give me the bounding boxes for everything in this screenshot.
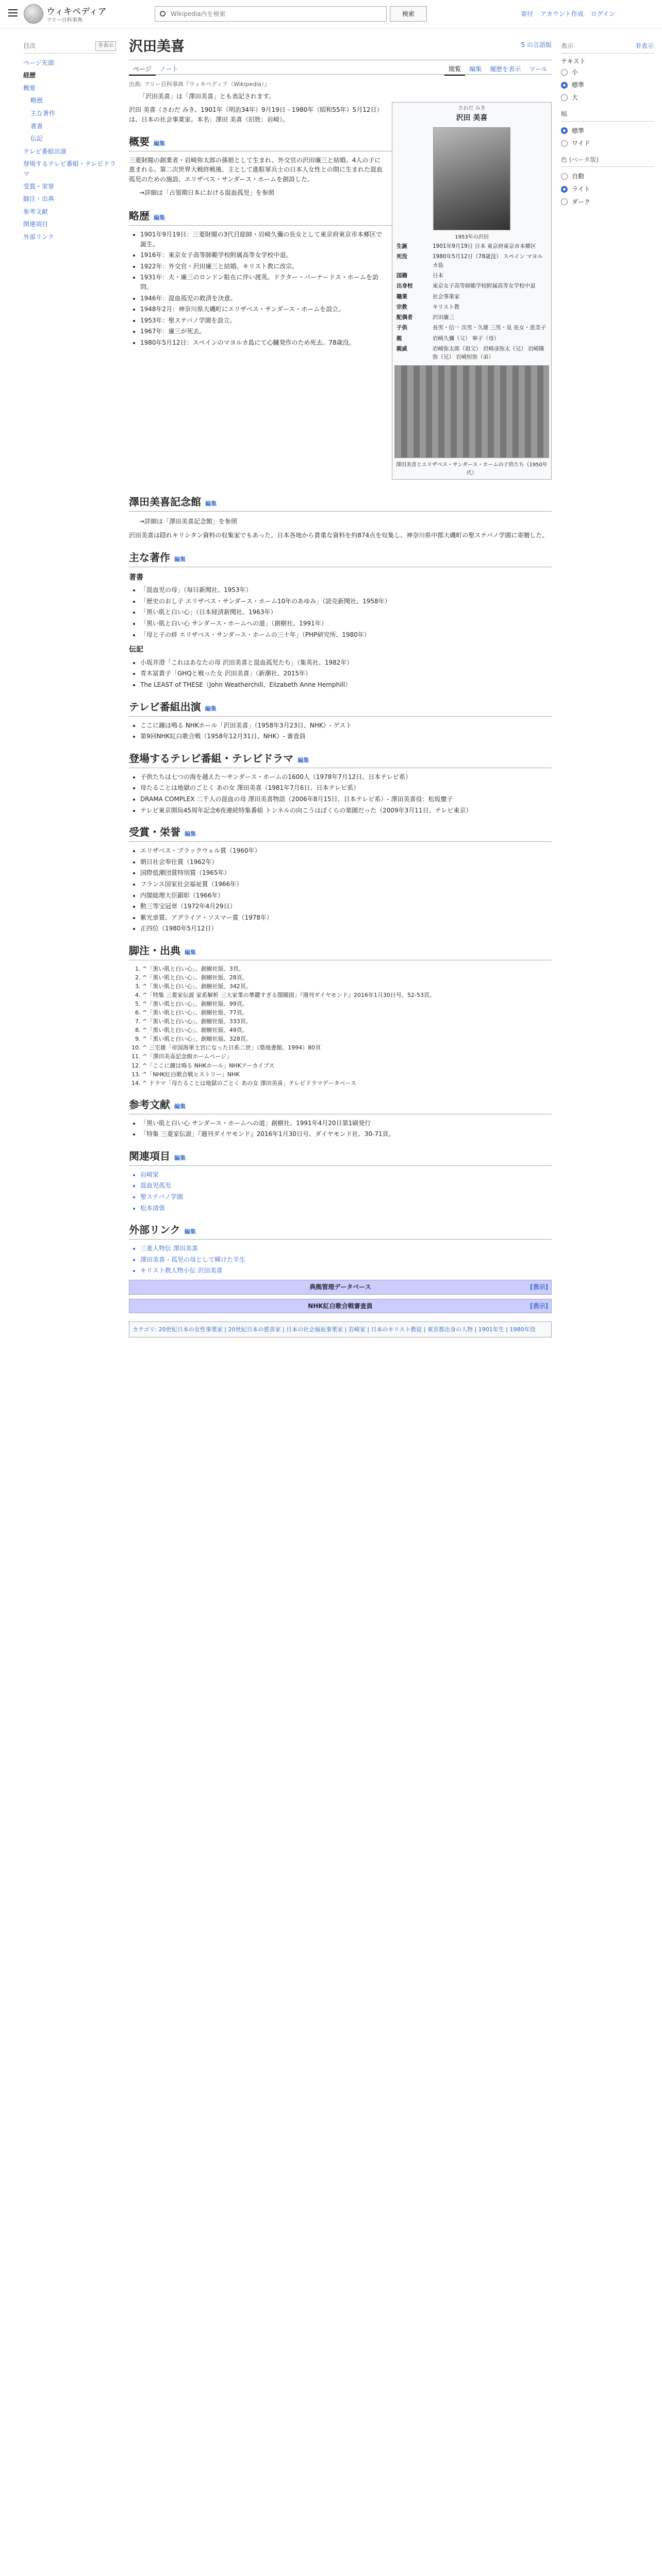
wikipedia-logo[interactable] [24, 4, 43, 24]
paragraph: 沢田美喜は隠れキリシタン資料の収集家でもあった。日本各地から貴重な資料を約874点を収集し、神奈川県中郡大磯町の聖ステパノ学園に寄贈した。 [129, 531, 549, 539]
list-item[interactable]: • 松本清張 [140, 1204, 552, 1213]
list-item: • テレビ東京開局45周年記念6夜連続特集番組 トンネルの向こうはぼくらの楽園だった（2009年3月11日、テレビ東京） [140, 806, 552, 816]
list-item: 6. ^「黒い肌と白い心」、創樹社版、77頁。 [142, 1008, 552, 1017]
list-item: • 1967年：廉三が死去。 [140, 327, 552, 336]
hatnote: 「沢田美喜」は「澤田美喜」とも表記されます。 [139, 92, 275, 100]
edit-link[interactable]: 編集 [185, 831, 196, 838]
toc-item[interactable]: 伝記 [30, 135, 43, 143]
table-row: 職業 社会事業家 [396, 293, 460, 300]
radio-width-wide[interactable]: ワイド [561, 137, 654, 150]
list-item: 5. ^「黒い肌と白い心」、創樹社版、99頁。 [142, 999, 552, 1008]
list-item: 11. ^「澤田美喜記念館ホームページ」 [142, 1052, 552, 1061]
subheading: 著書 [129, 573, 143, 582]
radio-color-dark[interactable]: ダーク [561, 196, 654, 209]
list-item: 8. ^「黒い肌と白い心」、創樹社版、49頁。 [142, 1026, 552, 1035]
paragraph: 三菱財閥の創業者・岩崎弥太郎の孫娘として生まれ、外交官の沢田廉三と結婚。4人の子に恵まれる。第二次世界大戦終戦後、主として進駐軍兵士の日本人女性との間に生まれた混血孤児のための施設、エリザベス・サンダース・ホームを創設した。 [129, 156, 383, 183]
edit-link[interactable]: 編集 [174, 1154, 186, 1161]
radio-large[interactable]: 大 [561, 91, 654, 104]
toc-item[interactable]: 主な著作 [30, 109, 56, 117]
appearance-hide-button[interactable]: 非表示 [635, 42, 654, 49]
section-heading: 登場するテレビ番組・テレビドラマ 編集 [129, 751, 552, 768]
color-label: 色 (ベータ版) [561, 156, 599, 163]
radio-standard[interactable]: 標準 [561, 79, 654, 92]
list-item: • DRAMA COMPLEX 二千人の混血の母 澤田美喜物語（2006年8月15日、日本テレビ系）- 澤田美喜役：松坂慶子 [140, 794, 552, 804]
section-heading: 主な著作 編集 [129, 550, 552, 567]
list-item: 12. ^「ここに鐘は鳴る NHKホール」NHKアーカイブス [142, 1061, 552, 1070]
toc-item[interactable]: 経歴 [23, 72, 36, 79]
list-item: • 1953年：聖ステパノ学園を設立。 [140, 316, 552, 326]
table-row: 子供 長男・信一 次男・久雄 三男・晃 長女・恵美子 [396, 325, 547, 331]
table-row: 死没 1980年5月12日（78歳没） スペイン マヨルカ島 [396, 253, 543, 268]
list-item: • The LEAST of THESE（John Weatherchill、Elizabeth Anne Hemphill） [140, 680, 552, 690]
list-item[interactable]: • 混血児孤児 [140, 1181, 552, 1191]
table-row: 生誕 1901年9月19日 日本 東京府東京市本郷区 [396, 243, 536, 250]
navbox-toggle[interactable]: [表示] [530, 1283, 548, 1291]
section-heading: 略歴 編集 [129, 208, 552, 226]
infobox-ruby: さわだ みき [458, 106, 486, 112]
photo-caption: 1953年の沢田 [455, 234, 489, 240]
toc-item[interactable]: 略歴 [30, 97, 43, 105]
source-note: 出典: フリー百科事典『ウィキペディア（Wikipedia）』 [129, 80, 270, 88]
tab-tools[interactable]: ツール [529, 65, 548, 73]
edit-link[interactable]: 編集 [185, 948, 196, 956]
section-heading: 受賞・栄誉 編集 [129, 824, 552, 842]
list-item: • 1980年5月12日：スペインのマヨルカ島にて心臓発作のため死去。78歳没。 [140, 338, 552, 348]
infobox-table [394, 241, 549, 362]
infobox-name: 沢田 美喜 [456, 113, 488, 122]
list-item: • 正四位（1980年5月12日） [140, 924, 552, 934]
list-item: • 1901年9月19日：三菱財閥の3代目総帥・岩崎久彌の長女として東京府東京市本郷区で誕生。 [140, 230, 552, 249]
list-item: 10. ^ 三宅雄「帝国海軍土官になった日系二世」（築地書館、1994）80頁 [142, 1043, 552, 1052]
list-item: • フランス国家社会福祉賞（1966年） [140, 879, 552, 889]
edit-link[interactable]: 編集 [174, 555, 186, 563]
table-row: 親 岩崎久彌（父） 寧子（母） [396, 335, 500, 342]
edit-link[interactable]: 編集 [174, 1103, 186, 1110]
table-row: 親戚 岩崎弥太郎（祖父） 岩崎彦弥太（兄） 岩崎隆弥（兄） 岩崎恒弥（弟） [396, 345, 544, 361]
photo-caption: 澤田美喜とエリザベス・サンダース・ホームの子供たち（1950年代） [396, 462, 548, 476]
section-heading: 関連項目 編集 [129, 1148, 552, 1166]
list-item: 14. ^ ドラマ「母たることは地獄のごとく あの女 澤田美喜」テレビドラマデータベース [142, 1079, 552, 1088]
list-item[interactable]: • 岩崎家 [140, 1170, 552, 1180]
page-tabs [129, 60, 552, 75]
toc-item[interactable]: 外部リンク [23, 233, 54, 241]
menu-icon[interactable] [8, 9, 18, 16]
tab-page[interactable]: ページ [129, 65, 156, 76]
tab-edit[interactable]: 編集 [469, 65, 482, 73]
list-item[interactable]: • 聖ステパノ学園 [140, 1192, 552, 1202]
list-item: 13. ^「NHK紅白歌合戦ヒストリー」NHK [142, 1070, 552, 1079]
search-icon [160, 11, 166, 16]
search-input[interactable]: Wikipedia内を検索 [155, 6, 387, 22]
table-row: 配偶者 沢田廉三 [396, 314, 454, 321]
list-item: • 1946年：混血孤児の救済を決意。 [140, 294, 552, 303]
list-item[interactable]: • 三菱人物伝 澤田美喜 [140, 1244, 552, 1253]
toc-item[interactable]: 参考文献 [23, 208, 48, 215]
list-item: • 子供たちは七つの海を越えた〜サンダース・ホームの1600人（1978年7月12日、日本テレビ系） [140, 772, 552, 782]
tab-talk[interactable]: ノート [159, 65, 178, 73]
list-item: • ここに鐘は鳴る NHKホール「沢田美喜」（1958年3月23日、NHK）- ゲスト [140, 721, 552, 731]
text-size-label: テキスト [561, 57, 586, 65]
list-item: 3. ^「黒い肌と白い心」、創樹社版、342頁。 [142, 982, 552, 991]
search-button[interactable]: 検索 [390, 6, 427, 22]
toc-item[interactable]: ページ先頭 [23, 59, 54, 66]
edit-link[interactable]: 編集 [297, 756, 309, 764]
subheading: 伝記 [129, 646, 143, 654]
lead-paragraph: 沢田 美喜（さわだ みき、1901年（明治34年）9月19日 - 1980年（昭和55年）5月12日）は、日本の社会事業家。本名：澤田 美喜（旧姓：岩崎）。 [129, 106, 383, 124]
width-label: 幅 [561, 110, 568, 117]
donate-link[interactable]: 寄付 [521, 10, 534, 18]
hatnote: →詳細は「澤田美喜記念館」を参照 [139, 518, 238, 526]
create-account-link[interactable]: アカウント作成 [540, 10, 584, 18]
appearance-sidebar [561, 41, 654, 208]
list-item: • 1916年：東京女子高等師範学校附属高等女学校中退。 [140, 250, 552, 260]
table-row: 宗教 キリスト教 [396, 303, 460, 310]
list-item: 1. ^「黒い肌と白い心」、創樹社版、3頁。 [142, 964, 552, 973]
toc-item[interactable]: 脚注・出典 [23, 195, 55, 203]
section-heading: 脚注・出典 編集 [129, 943, 552, 960]
list-item: • 「黒い肌と白い心 サンダース・ホームへの道」（創樹社、1991年） [140, 619, 552, 629]
toc-item[interactable]: テレビ番組出演 [23, 147, 67, 155]
list-item: • 「特集 三菱家伝説」『週刊ダイヤモンド』2016年1月30日号、ダイヤモンド社、30-71頁。 [140, 1129, 552, 1139]
language-button[interactable]: 5 の言語版 [521, 41, 552, 48]
toc-item[interactable]: 概要 [23, 84, 36, 92]
toc-sidebar [23, 41, 116, 244]
toc-hide-button[interactable]: 非表示 [95, 41, 116, 51]
infobox [392, 102, 552, 480]
toc-heading: 目次 [23, 42, 36, 49]
toc-item[interactable]: 関連項目 [23, 221, 48, 228]
logo-title[interactable]: ウィキペディア [46, 7, 107, 17]
table-row: 国籍 日本 [396, 272, 443, 279]
list-item[interactable]: • 澤田美喜 - 孤児の母として輝けた半生 [140, 1255, 552, 1265]
list-item: 2. ^「黒い肌と白い心」、創樹社版、28頁。 [142, 973, 552, 982]
radio-width-standard[interactable]: 標準 [561, 125, 654, 138]
personal-tools [521, 9, 620, 19]
list-item: • 朝日社会奉仕賞（1962年） [140, 857, 552, 867]
list-item: • 勲三等宝冠章（1972年4月29日） [140, 902, 552, 911]
list-item[interactable]: • キリスト教人物小伝 沢田美喜 [140, 1266, 552, 1276]
section-heading: 澤田美喜記念館 編集 [129, 494, 552, 512]
list-item: • 「母と子の絆 エリザベス・サンダース・ホームの三十年」（PHP研究所、1980年） [140, 630, 552, 640]
tab-history[interactable]: 履歴を表示 [490, 65, 521, 73]
list-item: • エリザベス・ブラックウェル賞（1960年） [140, 846, 552, 856]
radio-small[interactable]: 小 [561, 66, 654, 79]
list-item: • 1931年：夫・廉三のロンドン駐在に伴い渡英。ドクター・バーナードス・ホームを訪問。 [140, 273, 552, 292]
list-item: • 1948年2月：神奈川県大磯町にエリザベス・サンダース・ホームを設立。 [140, 304, 552, 314]
toc-item[interactable]: 著書 [30, 122, 43, 130]
toc-item[interactable]: 登場するテレビ番組・テレビドラマ [23, 160, 116, 177]
page-title: 沢田美喜 [129, 36, 552, 60]
section-heading: 外部リンク 編集 [129, 1222, 552, 1240]
edit-link[interactable]: 編集 [205, 500, 217, 507]
edit-link[interactable]: 編集 [184, 1228, 196, 1235]
navbox-toggle[interactable]: [表示] [530, 1302, 548, 1310]
list-item: 4. ^「特集 三菱家伝説 家系解析 三大家業の華麗すぎる閨閥図」『週刊ダイヤモンド』2016年1月30日号、52-53頁。 [142, 991, 552, 999]
portrait-photo[interactable] [433, 127, 510, 230]
category-links[interactable]: カテゴリ: 20世紀日本の女性事業家 | 20世紀日本の慈善家 | 日本の社会福祉事業家 | 岩崎家 | 日本のキリスト教徒 | 東京都出身の人物 | 1901年生 | 1980年没 [129, 1321, 552, 1337]
list-item: • 「混血児の母」（毎日新聞社、1953年） [140, 585, 552, 595]
list-item: • 青木冨貴子「GHQと戦った女 沢田美喜」（新潮社、2015年） [140, 669, 552, 679]
main-content [129, 36, 552, 1337]
edit-link[interactable]: 編集 [154, 140, 165, 147]
site-header [0, 0, 662, 29]
list-item: • 国際低潮団賞特別賞（1965年） [140, 868, 552, 878]
login-link[interactable]: ログイン [590, 10, 615, 18]
list-item: • 小坂井澄「これはあなたの母 沢田美喜と混血孤児たち」（集英社、1982年） [140, 658, 552, 668]
radio-color-light[interactable]: ライト [561, 183, 654, 196]
section-heading: テレビ番組出演 編集 [129, 699, 552, 717]
edit-link[interactable]: 編集 [205, 705, 217, 712]
section-heading: 参考文献 編集 [129, 1097, 552, 1114]
group-photo[interactable] [394, 365, 549, 458]
list-item: • 内閣総理大臣顕彰（1966年） [140, 891, 552, 901]
list-item: • 「黒い肌と白い心」（日本経済新聞社、1963年） [140, 607, 552, 617]
navbox-authority: [表示] 典拠管理データベース [129, 1280, 552, 1295]
logo-subtitle: フリー百科事典 [46, 18, 82, 23]
radio-color-auto[interactable]: 自動 [561, 170, 654, 183]
list-item: • 「黒い肌と白い心 サンダース・ホームへの道」創樹社、1991年4月20日第1刷発行 [140, 1118, 552, 1128]
list-item: • 紫光章賞、アグライア・ソスマー賞（1978年） [140, 913, 552, 923]
appearance-heading: 表示 [561, 42, 574, 49]
list-item: • 1922年：外交官・沢田廉三と結婚。キリスト教に改宗。 [140, 262, 552, 272]
list-item: • 「歴史のおし子 エリザベス・サンダース・ホーム10年のあゆみ」（読売新聞社、1958年） [140, 597, 552, 606]
toc-item[interactable]: 受賞・栄誉 [23, 182, 55, 190]
section-heading: 概要 編集 [129, 134, 552, 151]
edit-link[interactable]: 編集 [154, 214, 165, 222]
hatnote: →詳細は「占領期日本における混血孤児」を参照 [139, 189, 275, 197]
table-row: 出身校 東京女子高等師範学校附属高等女学校中退 [396, 283, 536, 290]
navbox-kohaku: [表示] NHK紅白歌合戦審査員 [129, 1299, 552, 1314]
tab-read[interactable]: 閲覧 [444, 65, 465, 76]
list-item: 9. ^「黒い肌と白い心」、創樹社版、328頁。 [142, 1035, 552, 1043]
list-item: 7. ^「黒い肌と白い心」、創樹社版、333頁。 [142, 1017, 552, 1026]
list-item: • 第9回NHK紅白歌合戦（1958年12月31日、NHK）- 審査員 [140, 732, 552, 741]
list-item: • 母たることは地獄のごとく あの女 澤田美喜（1981年7月6日、日本テレビ系） [140, 783, 552, 793]
